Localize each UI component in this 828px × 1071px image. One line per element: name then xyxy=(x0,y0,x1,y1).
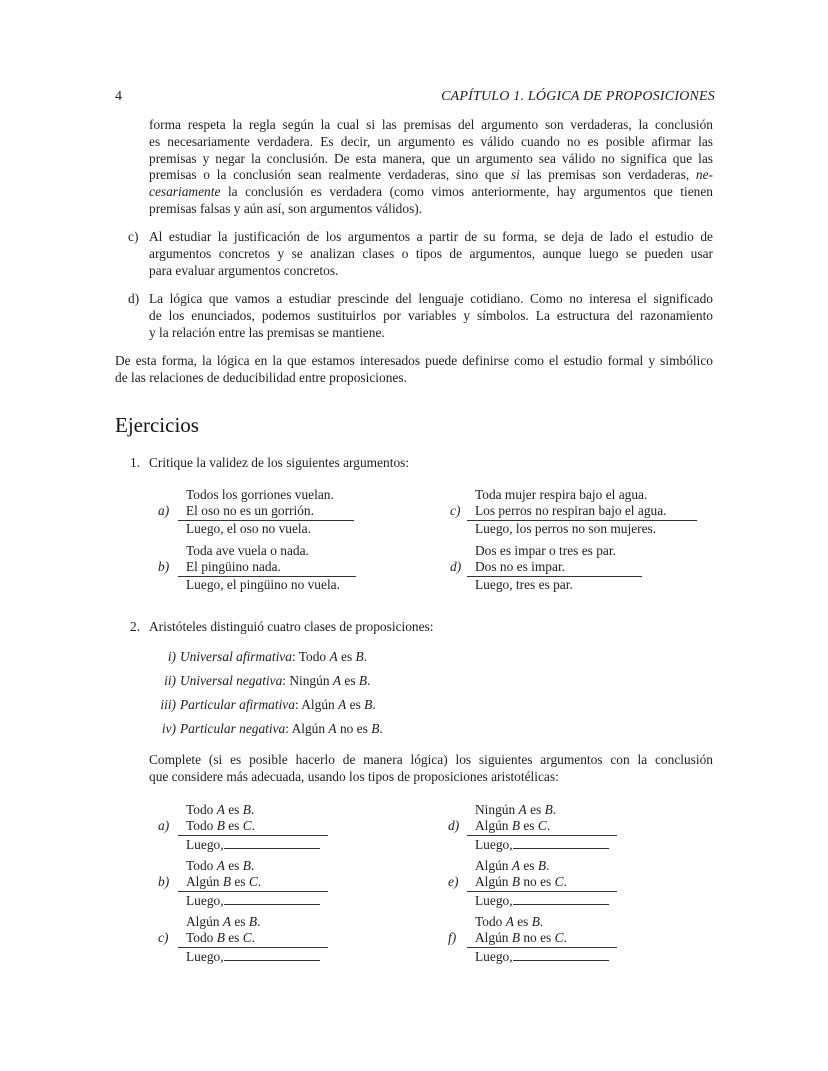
instruction-paragraph xyxy=(149,752,713,786)
premise: El oso no es un gorrión. xyxy=(186,503,314,518)
premise: Algún B no es C. xyxy=(475,930,567,945)
list-item-d xyxy=(149,291,713,341)
argument-label: c) xyxy=(450,503,461,518)
summary-paragraph xyxy=(115,353,713,387)
list-item-label-d: d) xyxy=(128,291,140,306)
premise: Algún B no es C. xyxy=(475,874,567,889)
answer-blank[interactable] xyxy=(513,892,609,905)
premise: Todo A es B. xyxy=(186,858,255,873)
exercise-1-prompt: Critique la validez de los siguientes argumentos: xyxy=(149,455,410,470)
conclusion: Luego, los perros no son mujeres. xyxy=(475,521,657,536)
text-line: La lógica que vamos a estudiar prescinde del lenguaje cotidiano. Como no interesa el significado xyxy=(149,291,713,306)
conclusion-blank[interactable]: Luego, xyxy=(475,836,609,854)
argument-label: d) xyxy=(450,559,462,574)
premise: Toda ave vuela o nada. xyxy=(186,543,309,558)
chapter-header: CAPÍTULO 1. LÓGICA DE PROPOSICIONES xyxy=(441,89,715,104)
text-line: de las relaciones de deducibilidad entre proposiciones. xyxy=(115,369,407,385)
text-line: De esta forma, la lógica en la que estamos interesados puede definirse como el estudio formal y simbólico xyxy=(115,353,713,368)
roman-label: iii) xyxy=(160,697,176,712)
text-line: y la relación entre las premisas se mantiene. xyxy=(149,324,385,340)
syllogism-label: e) xyxy=(448,874,459,889)
text-line: que considere más adecuada, usando los tipos de proposiciones aristotélicas: xyxy=(149,768,559,784)
text-line: argumentos concretos y se analizan clases o tipos de argumentos, aunque luego se pueden usar xyxy=(149,245,713,261)
premise: Algún A es B. xyxy=(186,914,261,929)
text-line: es necesariamente verdadera. Es decir, un argumento es válido cuando no es posible afirmar las xyxy=(149,133,713,149)
conclusion-blank[interactable]: Luego, xyxy=(186,836,320,854)
text-line: premisas y negar la conclusión. De esta manera, que un argumento sea válido no significa que las xyxy=(149,150,713,166)
list-item-c xyxy=(149,229,713,279)
premise: Dos no es impar. xyxy=(475,559,566,574)
conclusion-blank[interactable]: Luego, xyxy=(186,892,320,910)
exercise-number-1: 1. xyxy=(130,455,141,470)
premise: Toda mujer respira bajo el agua. xyxy=(475,487,648,502)
conclusion-blank[interactable]: Luego, xyxy=(475,948,609,966)
premise: Algún B es C. xyxy=(186,874,262,889)
premise: Todos los gorriones vuelan. xyxy=(186,487,334,502)
premise: Algún A es B. xyxy=(475,858,550,873)
text-line: premisas o la conclusión sean realmente verdaderas, sino que si las premisas son verdaderas, ne- xyxy=(149,167,713,183)
premise: El pingüino nada. xyxy=(186,559,281,574)
roman-label: iv) xyxy=(161,721,176,736)
page-number: 4 xyxy=(115,89,122,104)
text-line: Complete (si es posible hacerlo de manera lógica) los siguientes argumentos con la conclusión xyxy=(149,752,713,767)
answer-blank[interactable] xyxy=(224,892,320,905)
exercise-number-2: 2. xyxy=(130,619,141,634)
roman-label: ii) xyxy=(164,673,176,688)
answer-blank[interactable] xyxy=(513,836,609,849)
syllogism-label: b) xyxy=(158,874,170,889)
syllogism-label: a) xyxy=(158,818,170,833)
text-line: para evaluar argumentos concretos. xyxy=(149,262,339,278)
syllogism-label: c) xyxy=(158,930,169,945)
premise: Ningún A es B. xyxy=(475,802,557,817)
text-line: cesariamente la conclusión es verdadera (como vimos anteriormente, hay argumentos que tienen xyxy=(149,184,713,200)
text-line: de los enunciados, podemos sustituirlos por variables y símbolos. La estructura del razonamiento xyxy=(149,307,713,323)
answer-blank[interactable] xyxy=(224,948,320,961)
syllogism-label: d) xyxy=(448,818,460,833)
intro-paragraph xyxy=(149,117,713,218)
premise: Todo B es C. xyxy=(186,818,256,833)
conclusion: Luego, el pingüino no vuela. xyxy=(186,577,340,592)
premise: Algún B es C. xyxy=(475,818,551,833)
premise: Todo A es B. xyxy=(186,802,255,817)
conclusion: Luego, tres es par. xyxy=(475,577,573,592)
exercise-2-prompt: Aristóteles distinguió cuatro clases de proposiciones: xyxy=(149,619,434,634)
text-line: Al estudiar la justificación de los argumentos a partir de su forma, se deja de lado el estudio de xyxy=(149,229,713,244)
answer-blank[interactable] xyxy=(513,948,609,961)
conclusion: Luego, el oso no vuela. xyxy=(186,521,311,536)
section-heading-ejercicios: Ejercicios xyxy=(115,413,199,437)
text-line: forma respeta la regla según la cual si las premisas del argumento son verdaderas, la conclusión xyxy=(149,117,713,132)
roman-label: i) xyxy=(167,649,176,664)
premise: Todo B es C. xyxy=(186,930,256,945)
answer-blank[interactable] xyxy=(224,836,320,849)
premise: Los perros no respiran bajo el agua. xyxy=(475,503,667,518)
syllogism-label: f) xyxy=(448,930,457,945)
premise: Todo A es B. xyxy=(475,914,544,929)
text-line: premisas falsas y aún así, son argumentos válidos). xyxy=(149,200,423,216)
conclusion-blank[interactable]: Luego, xyxy=(186,948,320,966)
premise: Dos es impar o tres es par. xyxy=(475,543,616,558)
list-item-label-c: c) xyxy=(128,229,139,244)
argument-label: b) xyxy=(158,559,170,574)
document-page: 4 CAPÍTULO 1. LÓGICA DE PROPOSICIONES forma respeta la regla según la cual si las premisas del argumento son verdaderas, la conclusión es necesariamente verdadera. Es decir, un argumento es válido cuando no es posible afirmar las premisas y negar la conclusión. De esta manera, que un argumento sea válido no significa que las premisas o la conclusión sean realmente verdaderas, sino que si las premisas son verdaderas, ne- cesariamente la conclusión es verdadera (como vimos anteriormente, hay argumentos que tienen premisas falsas y aún así, son argumentos válidos). c) Al estudiar la justificación de los argumentos a partir de su forma, se deja de lado el estudio de argumentos concretos y se analizan clases o tipos de argumentos, aunque luego se pueden usar para evaluar argumentos concretos. d) La lógica que vamos a estudiar prescinde del lenguaje cotidiano. Como no interesa el significado de los enunciados, podemos sustituirlos por variables y símbolos. La estructura del razonamiento y la relación entre las premisas se mantiene. De esta forma, la lógica en la que estamos interesados puede definirse como el estudio formal y simbólico de las relaciones de deducibilidad entre proposiciones. Ejercicios 1. Critique la validez de los siguientes argumentos: a) Todos los gorriones vuelan. El oso no es un gorrión. Luego, el oso no vuela. b) Toda ave vuela o nada. El pingüino nada. Luego, el pingüino no vuela. c) Toda mujer respira bajo el agua. Los perros no respiran bajo el agua. Luego, los perros no son mujeres. d) Dos es impar o tres es par. Dos no es impar. Luego, tres es par. 2. Aristóteles distinguió cuatro clases de proposiciones: i) Universal afirmativa: Todo A es B. ii) Universal negativa: Ningún A es B. iii) Particular afirmativa: Algún A es B. iv) Particular negativa: Algún A no es B. Complete (si es posible hacerlo de manera lógica) los siguientes argumentos con la conclusión que considere más adecuada, usando los tipos de proposiciones aristotélicas: a) Todo A es B. Todo B es C. Luego, b) Todo A es B. Algún B es C. Luego, c) Algún A es B. Todo B es C. Luego, d) Ningún A es B. Algún B es C. Luego, e) Algún A es B. Algún B no es C. Luego, f) Todo A es B. Algún B no es C. Luego, xyxy=(115,89,715,964)
conclusion-blank[interactable]: Luego, xyxy=(475,892,609,910)
argument-label: a) xyxy=(158,503,170,518)
